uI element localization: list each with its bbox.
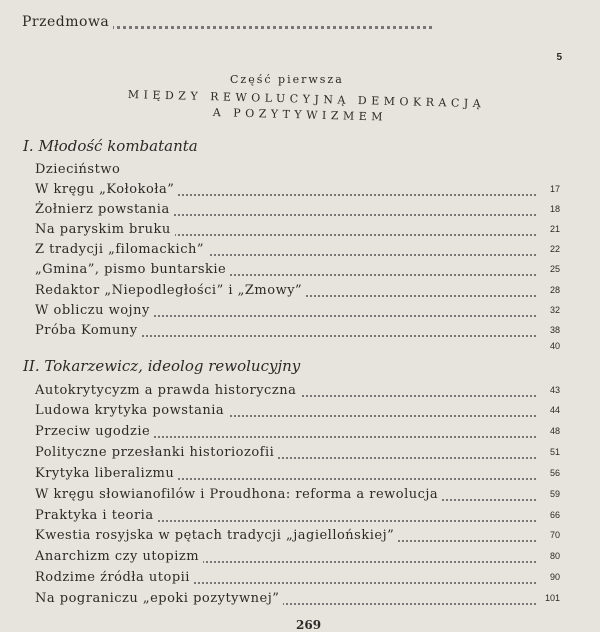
toc-entry — [35, 202, 560, 222]
toc-entry — [35, 182, 560, 202]
toc-entry — [35, 283, 560, 303]
toc-entry-page: 22 — [546, 244, 560, 254]
toc-entry-page: 66 — [546, 510, 560, 520]
toc-entry-page: 38 — [546, 325, 560, 335]
toc-entry-title: Przeciw ugodzie — [35, 424, 154, 439]
toc-entry-page: 18 — [546, 204, 560, 214]
toc-entry-page: 80 — [546, 551, 560, 561]
toc-entry — [35, 466, 560, 486]
toc-entry — [35, 570, 560, 590]
toc-entry-page: 70 — [546, 530, 560, 540]
toc-entry-page: 101 — [541, 593, 560, 603]
toc-entry-title: Rodzime źródła utopii — [35, 570, 194, 585]
toc-entry-page: 48 — [546, 426, 560, 436]
toc-entry — [35, 508, 560, 528]
toc-entry-title: Na pograniczu „epoki pozytywnej” — [35, 591, 283, 606]
toc-entry — [35, 383, 560, 403]
chapter-heading: I. Młodość kombatanta — [23, 137, 198, 155]
toc-entry-page: 44 — [546, 405, 560, 415]
toc-entry — [35, 162, 560, 182]
toc-entry-title: W obliczu wojny — [35, 303, 154, 318]
toc-entry — [35, 242, 560, 262]
toc-entry-title: Z tradycji „filomackich” — [35, 242, 208, 257]
toc-entry-title: Ludowa krytyka powstania — [35, 403, 228, 418]
toc-entry-preface — [22, 14, 562, 63]
toc-entry-page: 5 — [552, 52, 562, 63]
toc-entry-title: Krytyka liberalizmu — [35, 466, 178, 481]
toc-entry — [35, 262, 560, 282]
page-folio-number: 269 — [296, 618, 322, 632]
toc-entry-title: Redaktor „Niepodległości” i „Zmowy” — [35, 283, 306, 298]
toc-entry-page: 90 — [546, 572, 560, 582]
toc-entry-page: 28 — [546, 285, 560, 295]
toc-entry-title: „Gmina”, pismo buntarskie — [35, 262, 230, 277]
toc-entry-page: 25 — [546, 264, 560, 274]
toc-entry — [35, 549, 560, 569]
toc-entry-page: 59 — [546, 489, 560, 499]
toc-entry-title: Praktyka i teoria — [35, 508, 158, 523]
toc-entry — [35, 403, 560, 423]
toc-entry-title: Kwestia rosyjska w pętach tradycji „jagiellońskiej” — [35, 528, 398, 543]
toc-entry-title: Polityczne przesłanki historiozofii — [35, 445, 278, 460]
toc-entry-page: 51 — [546, 447, 560, 457]
toc-entry-continuation — [35, 339, 560, 353]
toc-entry-title: Przedmowa — [22, 14, 113, 30]
toc-entry-page: 17 — [546, 184, 560, 194]
toc-entry-title: Próba Komuny — [35, 323, 142, 338]
toc-entry-title: Autokrytycyzm a prawda historyczna — [35, 383, 300, 398]
toc-entry-page: 40 — [546, 341, 560, 351]
chapter-heading: II. Tokarzewicz, ideolog rewolucyjny — [23, 357, 301, 375]
toc-entry — [35, 222, 560, 242]
toc-entry-page: 32 — [546, 305, 560, 315]
toc-entry — [35, 528, 560, 548]
toc-entry-title: Na paryskim bruku — [35, 222, 175, 237]
toc-entry-title: Dzieciństwo — [35, 162, 124, 177]
toc-entry-title: Anarchizm czy utopizm — [35, 549, 203, 564]
toc-entry — [35, 445, 560, 465]
toc-entry-page: 21 — [546, 224, 560, 234]
part-label: Część pierwsza — [230, 73, 344, 86]
toc-entry — [35, 424, 560, 444]
toc-entry — [35, 487, 560, 507]
part-title-line-1: MIĘDZY REWOLUCYJNĄ DEMOKRACJĄ — [127, 88, 486, 111]
toc-entry-title: Żołnierz powstania — [35, 202, 174, 217]
part-title-line-2: A POZYTYWIZMEM — [212, 106, 388, 124]
toc-entry-page: 56 — [546, 468, 560, 478]
toc-entry — [35, 591, 560, 611]
toc-entry-page: 43 — [546, 385, 560, 395]
toc-entry — [35, 303, 560, 323]
toc-entry-title: W kręgu „Kołokoła” — [35, 182, 178, 197]
toc-entry-title: W kręgu słowianofilów i Proudhona: reforma a rewolucja — [35, 487, 442, 502]
